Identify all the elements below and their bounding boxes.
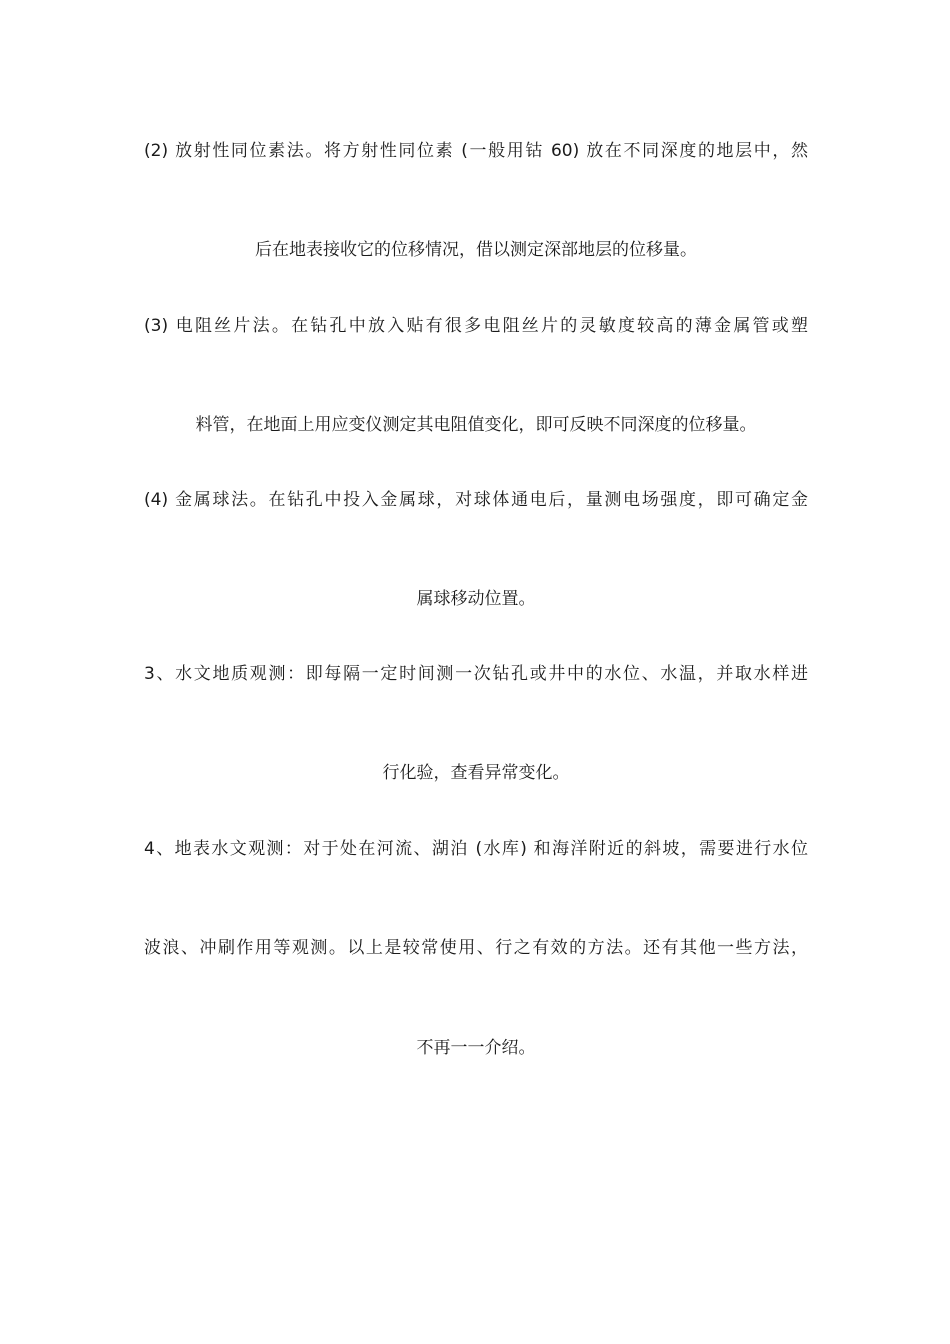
paragraph-line: 料管，在地面上用应变仪测定其电阻值变化，即可反映不同深度的位移量。 <box>195 415 757 435</box>
paragraph-line: 不再一一介绍。 <box>416 1038 536 1058</box>
paragraph-line: 属球移动位置。 <box>416 589 536 609</box>
paragraph-line: 4、地表水文观测：对于处在河流、湖泊 (水库) 和海洋附近的斜坡，需要进行水位 <box>144 839 808 859</box>
paragraph-line: (2) 放射性同位素法。将方射性同位素 (一般用钴 60) 放在不同深度的地层中，然 <box>144 141 808 161</box>
paragraph-line: (4) 金属球法。在钻孔中投入金属球，对球体通电后，量测电场强度，即可确定金 <box>144 490 808 510</box>
paragraph-line: (3) 电阻丝片法。在钻孔中放入贴有很多电阻丝片的灵敏度较高的薄金属管或塑 <box>144 316 808 336</box>
paragraph-line: 后在地表接收它的位移情况，借以测定深部地层的位移量。 <box>255 240 697 260</box>
paragraph-line: 3、水文地质观测：即每隔一定时间测一次钻孔或井中的水位、水温，并取水样进 <box>144 664 808 684</box>
paragraph-line: 波浪、冲刷作用等观测。以上是较常使用、行之有效的方法。还有其他一些方法， <box>144 938 808 958</box>
paragraph-line: 行化验，查看异常变化。 <box>382 763 570 783</box>
